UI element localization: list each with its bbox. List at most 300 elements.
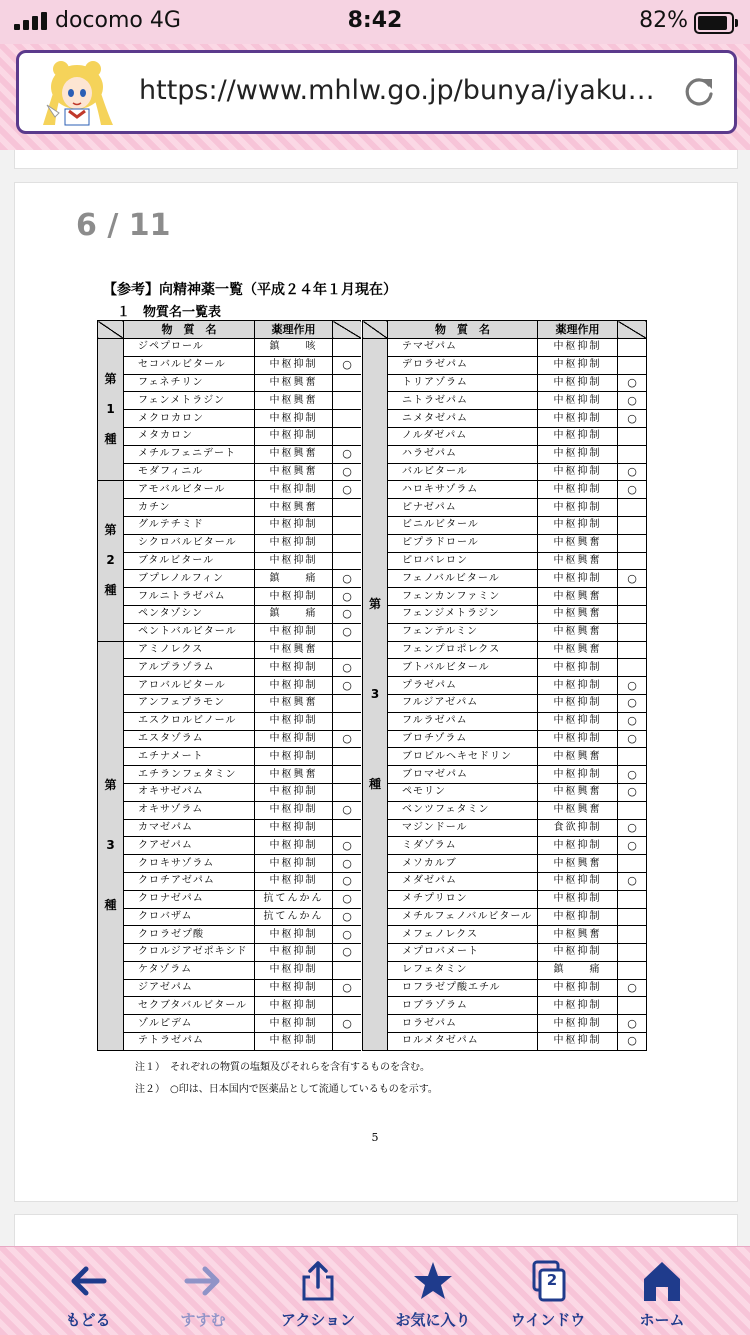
substance-name-cell: ロラゼパム	[388, 1015, 538, 1033]
forward-button[interactable]	[146, 1247, 260, 1335]
pharmacological-action-cell: 中枢抑制	[538, 427, 618, 445]
substance-name-cell: ブタルビタール	[124, 552, 255, 570]
browser-toolbar	[0, 1246, 750, 1335]
windows-button[interactable]	[491, 1247, 605, 1335]
substance-name-cell: アモバルビタール	[124, 481, 255, 499]
table-row	[363, 819, 647, 837]
character-avatar-icon	[25, 57, 125, 127]
pharmacological-action-cell: 中枢興奮	[538, 534, 618, 552]
substance-name-cell: ロブラゾラム	[388, 997, 538, 1015]
pharmacological-action-cell: 中枢抑制	[255, 979, 333, 997]
distribution-mark-cell	[333, 410, 362, 428]
table-row	[363, 374, 647, 392]
distribution-mark-cell	[333, 694, 362, 712]
pharmacological-action-cell: 中枢抑制	[255, 712, 333, 730]
substance-name-cell: フェンプロポレクス	[388, 641, 538, 659]
distribution-mark-cell: ○	[333, 944, 362, 962]
distribution-mark-cell	[618, 534, 647, 552]
distribution-mark-cell: ○	[618, 783, 647, 801]
table-row	[363, 605, 647, 623]
table-row	[98, 801, 362, 819]
forward-label: すすむ	[180, 1311, 226, 1329]
distribution-mark-cell	[618, 997, 647, 1015]
table-row	[363, 748, 647, 766]
substance-name-cell: ニメタゼパム	[388, 410, 538, 428]
table-row	[363, 801, 647, 819]
pharmacological-action-cell: 中枢抑制	[538, 516, 618, 534]
pharmacological-action-cell: 中枢抑制	[255, 783, 333, 801]
substance-name-cell: アロバルビタール	[124, 677, 255, 695]
substance-name-cell: クロラゼプ酸	[124, 926, 255, 944]
table-row	[363, 783, 647, 801]
substance-table-right	[362, 320, 647, 1051]
table-row	[363, 570, 647, 588]
substance-name-cell: フルジアゼパム	[388, 694, 538, 712]
pharmacological-action-cell: 中枢抑制	[538, 694, 618, 712]
distribution-mark-cell	[333, 766, 362, 784]
pharmacological-action-cell: 中枢抑制	[255, 872, 333, 890]
distribution-mark-cell: ○	[618, 979, 647, 997]
substance-name-cell: デロラゼパム	[388, 356, 538, 374]
distribution-mark-cell	[333, 374, 362, 392]
distribution-mark-cell	[618, 339, 647, 357]
substance-name-cell: プラゼパム	[388, 677, 538, 695]
pharmacological-action-cell: 中枢抑制	[538, 944, 618, 962]
substance-name-cell: フェネチリン	[124, 374, 255, 392]
back-label: もどる	[65, 1311, 111, 1329]
substance-name-cell: エスタゾラム	[124, 730, 255, 748]
reload-icon[interactable]	[682, 75, 716, 109]
table-row	[363, 730, 647, 748]
distribution-mark-cell: ○	[618, 1033, 647, 1051]
table-row	[363, 481, 647, 499]
pharmacological-action-cell: 中枢抑制	[255, 961, 333, 979]
address-bar[interactable]	[16, 50, 737, 134]
distribution-mark-cell: ○	[333, 605, 362, 623]
substance-name-cell: ペントバルビタール	[124, 623, 255, 641]
pharmacological-action-cell: 中枢興奮	[538, 748, 618, 766]
table-row	[98, 623, 362, 641]
substance-name-cell: メクロカロン	[124, 410, 255, 428]
pharmacological-action-cell: 中枢興奮	[538, 623, 618, 641]
table-row	[98, 588, 362, 606]
home-button[interactable]	[605, 1247, 719, 1335]
substance-name-cell: ブロマゼパム	[388, 766, 538, 784]
distribution-mark-cell: ○	[333, 801, 362, 819]
status-bar	[0, 0, 750, 44]
table-row	[98, 1015, 362, 1033]
pharmacological-action-cell: 鎮 咳	[255, 339, 333, 357]
substance-name-cell: ハロキサゾラム	[388, 481, 538, 499]
table-row	[363, 659, 647, 677]
clock: 8:42	[347, 8, 403, 33]
distribution-mark-cell: ○	[333, 908, 362, 926]
table-row	[98, 979, 362, 997]
pharmacological-action-cell: 中枢興奮	[255, 445, 333, 463]
distribution-mark-cell: ○	[333, 588, 362, 606]
substance-name-cell: フェンカンファミン	[388, 588, 538, 606]
home-label: ホーム	[639, 1311, 685, 1329]
schedule-class-cell: 第 3 種	[363, 339, 388, 1051]
pharmacological-action-cell: 抗てんかん	[255, 908, 333, 926]
substance-name-cell: ブプレノルフィン	[124, 570, 255, 588]
page-number: 5	[371, 1131, 379, 1144]
substance-name-cell: ペンタゾシン	[124, 605, 255, 623]
distribution-mark-cell: ○	[618, 872, 647, 890]
substance-name-cell: クロチアゼパム	[124, 872, 255, 890]
pharmacological-action-cell: 中枢興奮	[255, 766, 333, 784]
substance-name-cell: メタカロン	[124, 427, 255, 445]
distribution-mark-cell	[618, 855, 647, 873]
distribution-mark-cell	[333, 712, 362, 730]
note-2: 注２） ○印は、日本国内で医薬品として流通しているものを示す。	[135, 1084, 438, 1095]
distribution-mark-cell: ○	[333, 855, 362, 873]
table-row	[98, 499, 362, 517]
substance-name-cell: カマゼパム	[124, 819, 255, 837]
pharmacological-action-cell: 中枢興奮	[538, 588, 618, 606]
table-row	[363, 392, 647, 410]
distribution-mark-cell: ○	[333, 837, 362, 855]
pharmacological-action-cell: 中枢抑制	[255, 926, 333, 944]
star-icon	[413, 1259, 453, 1303]
distribution-mark-cell	[333, 819, 362, 837]
pharmacological-action-cell: 中枢抑制	[538, 677, 618, 695]
pharmacological-action-cell: 中枢抑制	[538, 356, 618, 374]
substance-name-cell: フェンメトラジン	[124, 392, 255, 410]
forward-arrow-icon	[183, 1259, 223, 1303]
pharmacological-action-cell: 中枢興奮	[255, 694, 333, 712]
action-label: アクション	[280, 1311, 356, 1329]
battery-percent: 82%	[639, 8, 688, 33]
substance-name-cell: メチプリロン	[388, 890, 538, 908]
substance-name-cell: バルビタール	[388, 463, 538, 481]
substance-name-cell: オキサゾラム	[124, 801, 255, 819]
table-row	[98, 516, 362, 534]
pharmacological-action-cell: 中枢抑制	[255, 534, 333, 552]
header-pharmacological-action: 薬理作用	[255, 321, 333, 339]
distribution-mark-cell: ○	[618, 712, 647, 730]
back-button[interactable]	[31, 1247, 145, 1335]
pharmacological-action-cell: 中枢抑制	[255, 659, 333, 677]
distribution-mark-cell: ○	[333, 445, 362, 463]
header-corner	[98, 321, 124, 339]
substance-name-cell: ロルメタゼパム	[388, 1033, 538, 1051]
distribution-mark-cell	[333, 552, 362, 570]
table-row	[98, 410, 362, 428]
substance-name-cell: メチルフェニデート	[124, 445, 255, 463]
distribution-mark-cell: ○	[333, 677, 362, 695]
distribution-mark-cell	[333, 499, 362, 517]
distribution-mark-cell	[618, 445, 647, 463]
substance-name-cell: ブロチゾラム	[388, 730, 538, 748]
pharmacological-action-cell: 中枢抑制	[538, 499, 618, 517]
distribution-mark-cell	[618, 605, 647, 623]
substance-name-cell: ピプラドロール	[388, 534, 538, 552]
pharmacological-action-cell: 抗てんかん	[255, 890, 333, 908]
header-mark-column	[333, 321, 362, 339]
table-row	[363, 677, 647, 695]
substance-name-cell: アルプラゾラム	[124, 659, 255, 677]
distribution-mark-cell	[618, 499, 647, 517]
carrier-label: docomo 4G	[55, 8, 181, 33]
table-row	[98, 392, 362, 410]
pharmacological-action-cell: 中枢抑制	[255, 837, 333, 855]
substance-name-cell: メダゼパム	[388, 872, 538, 890]
substance-name-cell: ロフラゼプ酸エチル	[388, 979, 538, 997]
table-row	[363, 1033, 647, 1051]
distribution-mark-cell	[618, 516, 647, 534]
pharmacological-action-cell: 中枢抑制	[538, 392, 618, 410]
distribution-mark-cell	[333, 1033, 362, 1051]
distribution-mark-cell: ○	[618, 570, 647, 588]
substance-name-cell: セコバルビタール	[124, 356, 255, 374]
action-button[interactable]	[261, 1247, 375, 1335]
table-row	[98, 819, 362, 837]
distribution-mark-cell: ○	[618, 819, 647, 837]
schedule-class-cell: 第 1 種	[98, 339, 124, 481]
table-row	[363, 641, 647, 659]
table-row	[363, 588, 647, 606]
pharmacological-action-cell: 中枢興奮	[255, 374, 333, 392]
substance-name-cell: フェノバルビタール	[388, 570, 538, 588]
substance-name-cell: セクブタバルビタール	[124, 997, 255, 1015]
substance-name-cell: トリアゾラム	[388, 374, 538, 392]
table-row	[98, 783, 362, 801]
table-row	[98, 659, 362, 677]
substance-name-cell: ブロビルヘキセドリン	[388, 748, 538, 766]
substance-name-cell: マジンドール	[388, 819, 538, 837]
distribution-mark-cell	[618, 623, 647, 641]
substance-name-cell: ペモリン	[388, 783, 538, 801]
distribution-mark-cell	[333, 961, 362, 979]
pharmacological-action-cell: 鎮 痛	[255, 605, 333, 623]
url-text[interactable]: https://www.mhlw.go.jp/bunya/iyaku…	[139, 75, 655, 106]
back-arrow-icon	[68, 1259, 108, 1303]
header-pharmacological-action: 薬理作用	[538, 321, 618, 339]
pharmacological-action-cell: 中枢抑制	[255, 623, 333, 641]
substance-name-cell: クロルジアゼポキシド	[124, 944, 255, 962]
substance-name-cell: ミダゾラム	[388, 837, 538, 855]
pharmacological-action-cell: 中枢抑制	[255, 677, 333, 695]
table-row	[363, 623, 647, 641]
pharmacological-action-cell: 中枢抑制	[538, 1015, 618, 1033]
table-row	[363, 516, 647, 534]
substance-name-cell: エスクロルビノール	[124, 712, 255, 730]
distribution-mark-cell: ○	[618, 730, 647, 748]
favorites-button[interactable]	[376, 1247, 490, 1335]
table-row	[98, 766, 362, 784]
pharmacological-action-cell: 中枢興奮	[255, 392, 333, 410]
table-row	[98, 837, 362, 855]
distribution-mark-cell	[618, 659, 647, 677]
substance-name-cell: ビニルビタール	[388, 516, 538, 534]
favorites-label: お気に入り	[395, 1311, 471, 1329]
table-row	[98, 445, 362, 463]
battery-icon	[694, 12, 734, 34]
pharmacological-action-cell: 鎮 痛	[538, 961, 618, 979]
table-row	[363, 694, 647, 712]
windows-label: ウインドウ	[510, 1311, 586, 1329]
distribution-mark-cell: ○	[333, 623, 362, 641]
table-row	[363, 855, 647, 873]
table-row	[363, 534, 647, 552]
pharmacological-action-cell: 中枢興奮	[255, 641, 333, 659]
substance-name-cell: アンフェプラモン	[124, 694, 255, 712]
distribution-mark-cell: ○	[333, 730, 362, 748]
substance-name-cell: ピナゼパム	[388, 499, 538, 517]
pharmacological-action-cell: 中枢抑制	[255, 356, 333, 374]
table-row	[98, 961, 362, 979]
distribution-mark-cell	[333, 748, 362, 766]
distribution-mark-cell: ○	[333, 926, 362, 944]
note-1: 注１） それぞれの物質の塩類及びそれらを含有するものを含む。	[135, 1062, 430, 1073]
distribution-mark-cell	[618, 944, 647, 962]
document-subtitle: １ 物質名一覧表	[117, 305, 222, 320]
substance-name-cell: メチルフェノバルビタール	[388, 908, 538, 926]
substance-name-cell: クロバザム	[124, 908, 255, 926]
table-row	[98, 374, 362, 392]
distribution-mark-cell: ○	[618, 677, 647, 695]
table-row	[363, 499, 647, 517]
pharmacological-action-cell: 中枢抑制	[255, 516, 333, 534]
substance-name-cell: フェンテルミン	[388, 623, 538, 641]
table-row	[363, 766, 647, 784]
substance-name-cell: ゾルピデム	[124, 1015, 255, 1033]
pharmacological-action-cell: 中枢抑制	[538, 730, 618, 748]
distribution-mark-cell: ○	[618, 463, 647, 481]
pharmacological-action-cell: 中枢抑制	[538, 410, 618, 428]
distribution-mark-cell	[333, 516, 362, 534]
substance-name-cell: オキサゼパム	[124, 783, 255, 801]
pharmacological-action-cell: 中枢興奮	[538, 855, 618, 873]
table-row	[98, 926, 362, 944]
pharmacological-action-cell: 中枢抑制	[538, 374, 618, 392]
distribution-mark-cell	[333, 339, 362, 357]
distribution-mark-cell: ○	[333, 872, 362, 890]
pharmacological-action-cell: 中枢抑制	[538, 659, 618, 677]
table-row	[98, 427, 362, 445]
distribution-mark-cell	[618, 748, 647, 766]
table-row	[98, 570, 362, 588]
pharmacological-action-cell: 中枢興奮	[538, 552, 618, 570]
table-row	[98, 481, 362, 499]
substance-name-cell: テマゼパム	[388, 339, 538, 357]
browser-top-bar	[0, 44, 750, 150]
substance-name-cell: ノルダゼパム	[388, 427, 538, 445]
substance-name-cell: ニトラゼパム	[388, 392, 538, 410]
distribution-mark-cell: ○	[618, 374, 647, 392]
pharmacological-action-cell: 中枢興奮	[538, 801, 618, 819]
distribution-mark-cell: ○	[618, 694, 647, 712]
pharmacological-action-cell: 中枢抑制	[255, 997, 333, 1015]
table-row	[363, 356, 647, 374]
table-row	[363, 890, 647, 908]
table-row	[363, 837, 647, 855]
distribution-mark-cell	[618, 908, 647, 926]
table-row	[98, 944, 362, 962]
substance-name-cell: ジペプロール	[124, 339, 255, 357]
substance-name-cell: メフェノレクス	[388, 926, 538, 944]
substance-name-cell: ジアゼパム	[124, 979, 255, 997]
substance-name-cell: クアゼパム	[124, 837, 255, 855]
pharmacological-action-cell: 中枢抑制	[538, 890, 618, 908]
distribution-mark-cell	[618, 588, 647, 606]
table-row	[363, 712, 647, 730]
substance-name-cell: ブトバルビタール	[388, 659, 538, 677]
distribution-mark-cell: ○	[618, 392, 647, 410]
table-row	[363, 926, 647, 944]
distribution-mark-cell	[618, 356, 647, 374]
pharmacological-action-cell: 中枢抑制	[255, 855, 333, 873]
substance-name-cell: ベンツフェタミン	[388, 801, 538, 819]
table-row	[98, 534, 362, 552]
table-row	[98, 677, 362, 695]
table-row	[363, 1015, 647, 1033]
table-row	[98, 463, 362, 481]
substance-name-cell: カチン	[124, 499, 255, 517]
substance-name-cell: ピロバレロン	[388, 552, 538, 570]
table-row	[98, 605, 362, 623]
share-icon	[298, 1259, 338, 1303]
distribution-mark-cell	[618, 801, 647, 819]
substance-name-cell: レフェタミン	[388, 961, 538, 979]
schedule-class-cell: 第 2 種	[98, 481, 124, 641]
table-row	[363, 872, 647, 890]
table-row	[98, 694, 362, 712]
pharmacological-action-cell: 中枢興奮	[538, 605, 618, 623]
table-row	[98, 748, 362, 766]
substance-name-cell: クロナゼパム	[124, 890, 255, 908]
pharmacological-action-cell: 中枢抑制	[538, 837, 618, 855]
substance-name-cell: メソカルブ	[388, 855, 538, 873]
distribution-mark-cell: ○	[333, 570, 362, 588]
substance-name-cell: ハラゼパム	[388, 445, 538, 463]
distribution-mark-cell	[333, 427, 362, 445]
table-row	[98, 890, 362, 908]
pharmacological-action-cell: 中枢抑制	[538, 339, 618, 357]
table-row	[363, 979, 647, 997]
substance-name-cell: クロキサゾラム	[124, 855, 255, 873]
distribution-mark-cell: ○	[618, 766, 647, 784]
window-count-badge: 2	[546, 1271, 558, 1289]
table-row	[363, 463, 647, 481]
pharmacological-action-cell: 鎮 痛	[255, 570, 333, 588]
pharmacological-action-cell: 中枢抑制	[255, 1033, 333, 1051]
table-row	[363, 961, 647, 979]
pharmacological-action-cell: 中枢抑制	[255, 481, 333, 499]
pharmacological-action-cell: 中枢抑制	[255, 410, 333, 428]
distribution-mark-cell: ○	[618, 1015, 647, 1033]
substance-name-cell: ケタゾラム	[124, 961, 255, 979]
pharmacological-action-cell: 中枢抑制	[538, 712, 618, 730]
table-row	[98, 552, 362, 570]
table-row	[363, 997, 647, 1015]
substance-name-cell: エチナメート	[124, 748, 255, 766]
pharmacological-action-cell: 中枢抑制	[255, 552, 333, 570]
table-row	[363, 410, 647, 428]
previous-page-sheet	[14, 150, 738, 169]
distribution-mark-cell	[333, 641, 362, 659]
header-substance-name: 物 質 名	[124, 321, 255, 339]
distribution-mark-cell: ○	[333, 1015, 362, 1033]
distribution-mark-cell	[618, 552, 647, 570]
substance-name-cell: シクロバルビタール	[124, 534, 255, 552]
table-row	[363, 944, 647, 962]
pharmacological-action-cell: 中枢抑制	[538, 997, 618, 1015]
table-row	[98, 712, 362, 730]
table-row	[98, 641, 362, 659]
pharmacological-action-cell: 中枢抑制	[538, 481, 618, 499]
